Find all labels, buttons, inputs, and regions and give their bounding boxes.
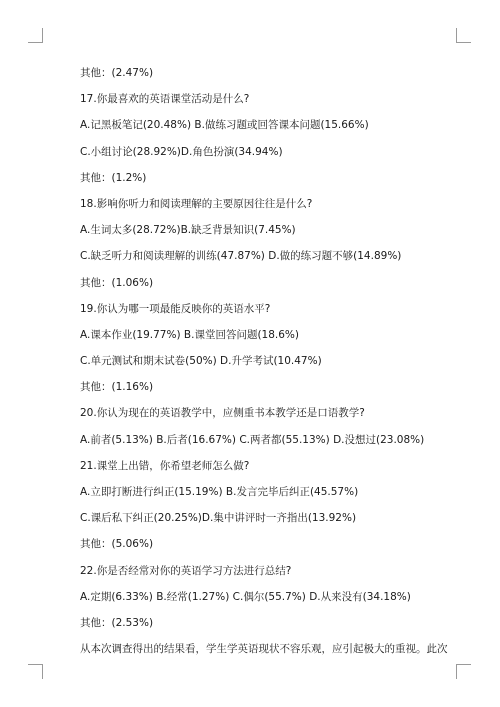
question-18-options-ab: A.生词太多(28.72%)B.缺乏背景知识(7.45%) (80, 224, 296, 237)
question-18-options-cd: C.缺乏听力和阅读理解的训练(47.87%) D.做的练习题不够(14.89%) (80, 250, 402, 263)
question-18: 18.影响你听力和阅读理解的主要原因往往是什么? (80, 197, 313, 210)
document-body (80, 67, 480, 669)
question-20: 20.你认为现在的英语教学中，应侧重书本教学还是口语教学? (80, 407, 365, 420)
answer-other: 其他：(2.47%) (80, 67, 154, 79)
question-22-other: 其他：(2.53%) (80, 616, 154, 629)
crop-mark-top-left (28, 28, 43, 43)
question-19-options-ab: A.课本作业(19.77%) B.课堂回答问题(18.6%) (80, 328, 299, 341)
question-17-options-ab: A.记黑板笔记(20.48%) B.做练习题或回答课本问题(15.66%) (80, 119, 369, 132)
question-17-other: 其他：(1.2%) (80, 171, 147, 184)
question-22-options: A.定期(6.33%) B.经常(1.27%) C.偶尔(55.7%) D.从来没有(34.18%) (80, 590, 411, 603)
question-21: 21.课堂上出错，你希望老师怎么做? (80, 459, 250, 472)
question-20-options: A.前者(5.13%) B.后者(16.67%) C.两者都(55.13%) D.没想过(23.08%) (80, 433, 425, 446)
conclusion-paragraph: 从本次调查得出的结果看，学生学英语现状不容乐观，应引起极大的重视。此次 (80, 643, 448, 656)
question-22: 22.你是否经常对你的英语学习方法进行总结? (80, 564, 292, 577)
question-19: 19.你认为哪一项最能反映你的英语水平? (80, 302, 271, 315)
question-21-options-ab: A.立即打断进行纠正(15.19%) B.发言完毕后纠正(45.57%) (80, 486, 359, 498)
question-17: 17.你最喜欢的英语课堂活动是什么? (80, 93, 250, 106)
question-18-other: 其他：(1.06%) (80, 276, 154, 289)
question-19-other: 其他：(1.16%) (80, 381, 154, 394)
crop-mark-bottom-left (28, 664, 43, 679)
question-19-options-cd: C.单元测试和期末试卷(50%) D.升学考试(10.47%) (80, 355, 322, 368)
crop-mark-top-right (456, 28, 471, 43)
question-21-other: 其他：(5.06%) (80, 538, 154, 551)
question-17-options-cd: C.小组讨论(28.92%)D.角色扮演(34.94%) (80, 145, 283, 158)
question-21-options-cd: C.课后私下纠正(20.25%)D.集中讲评时一齐指出(13.92%) (80, 512, 357, 525)
